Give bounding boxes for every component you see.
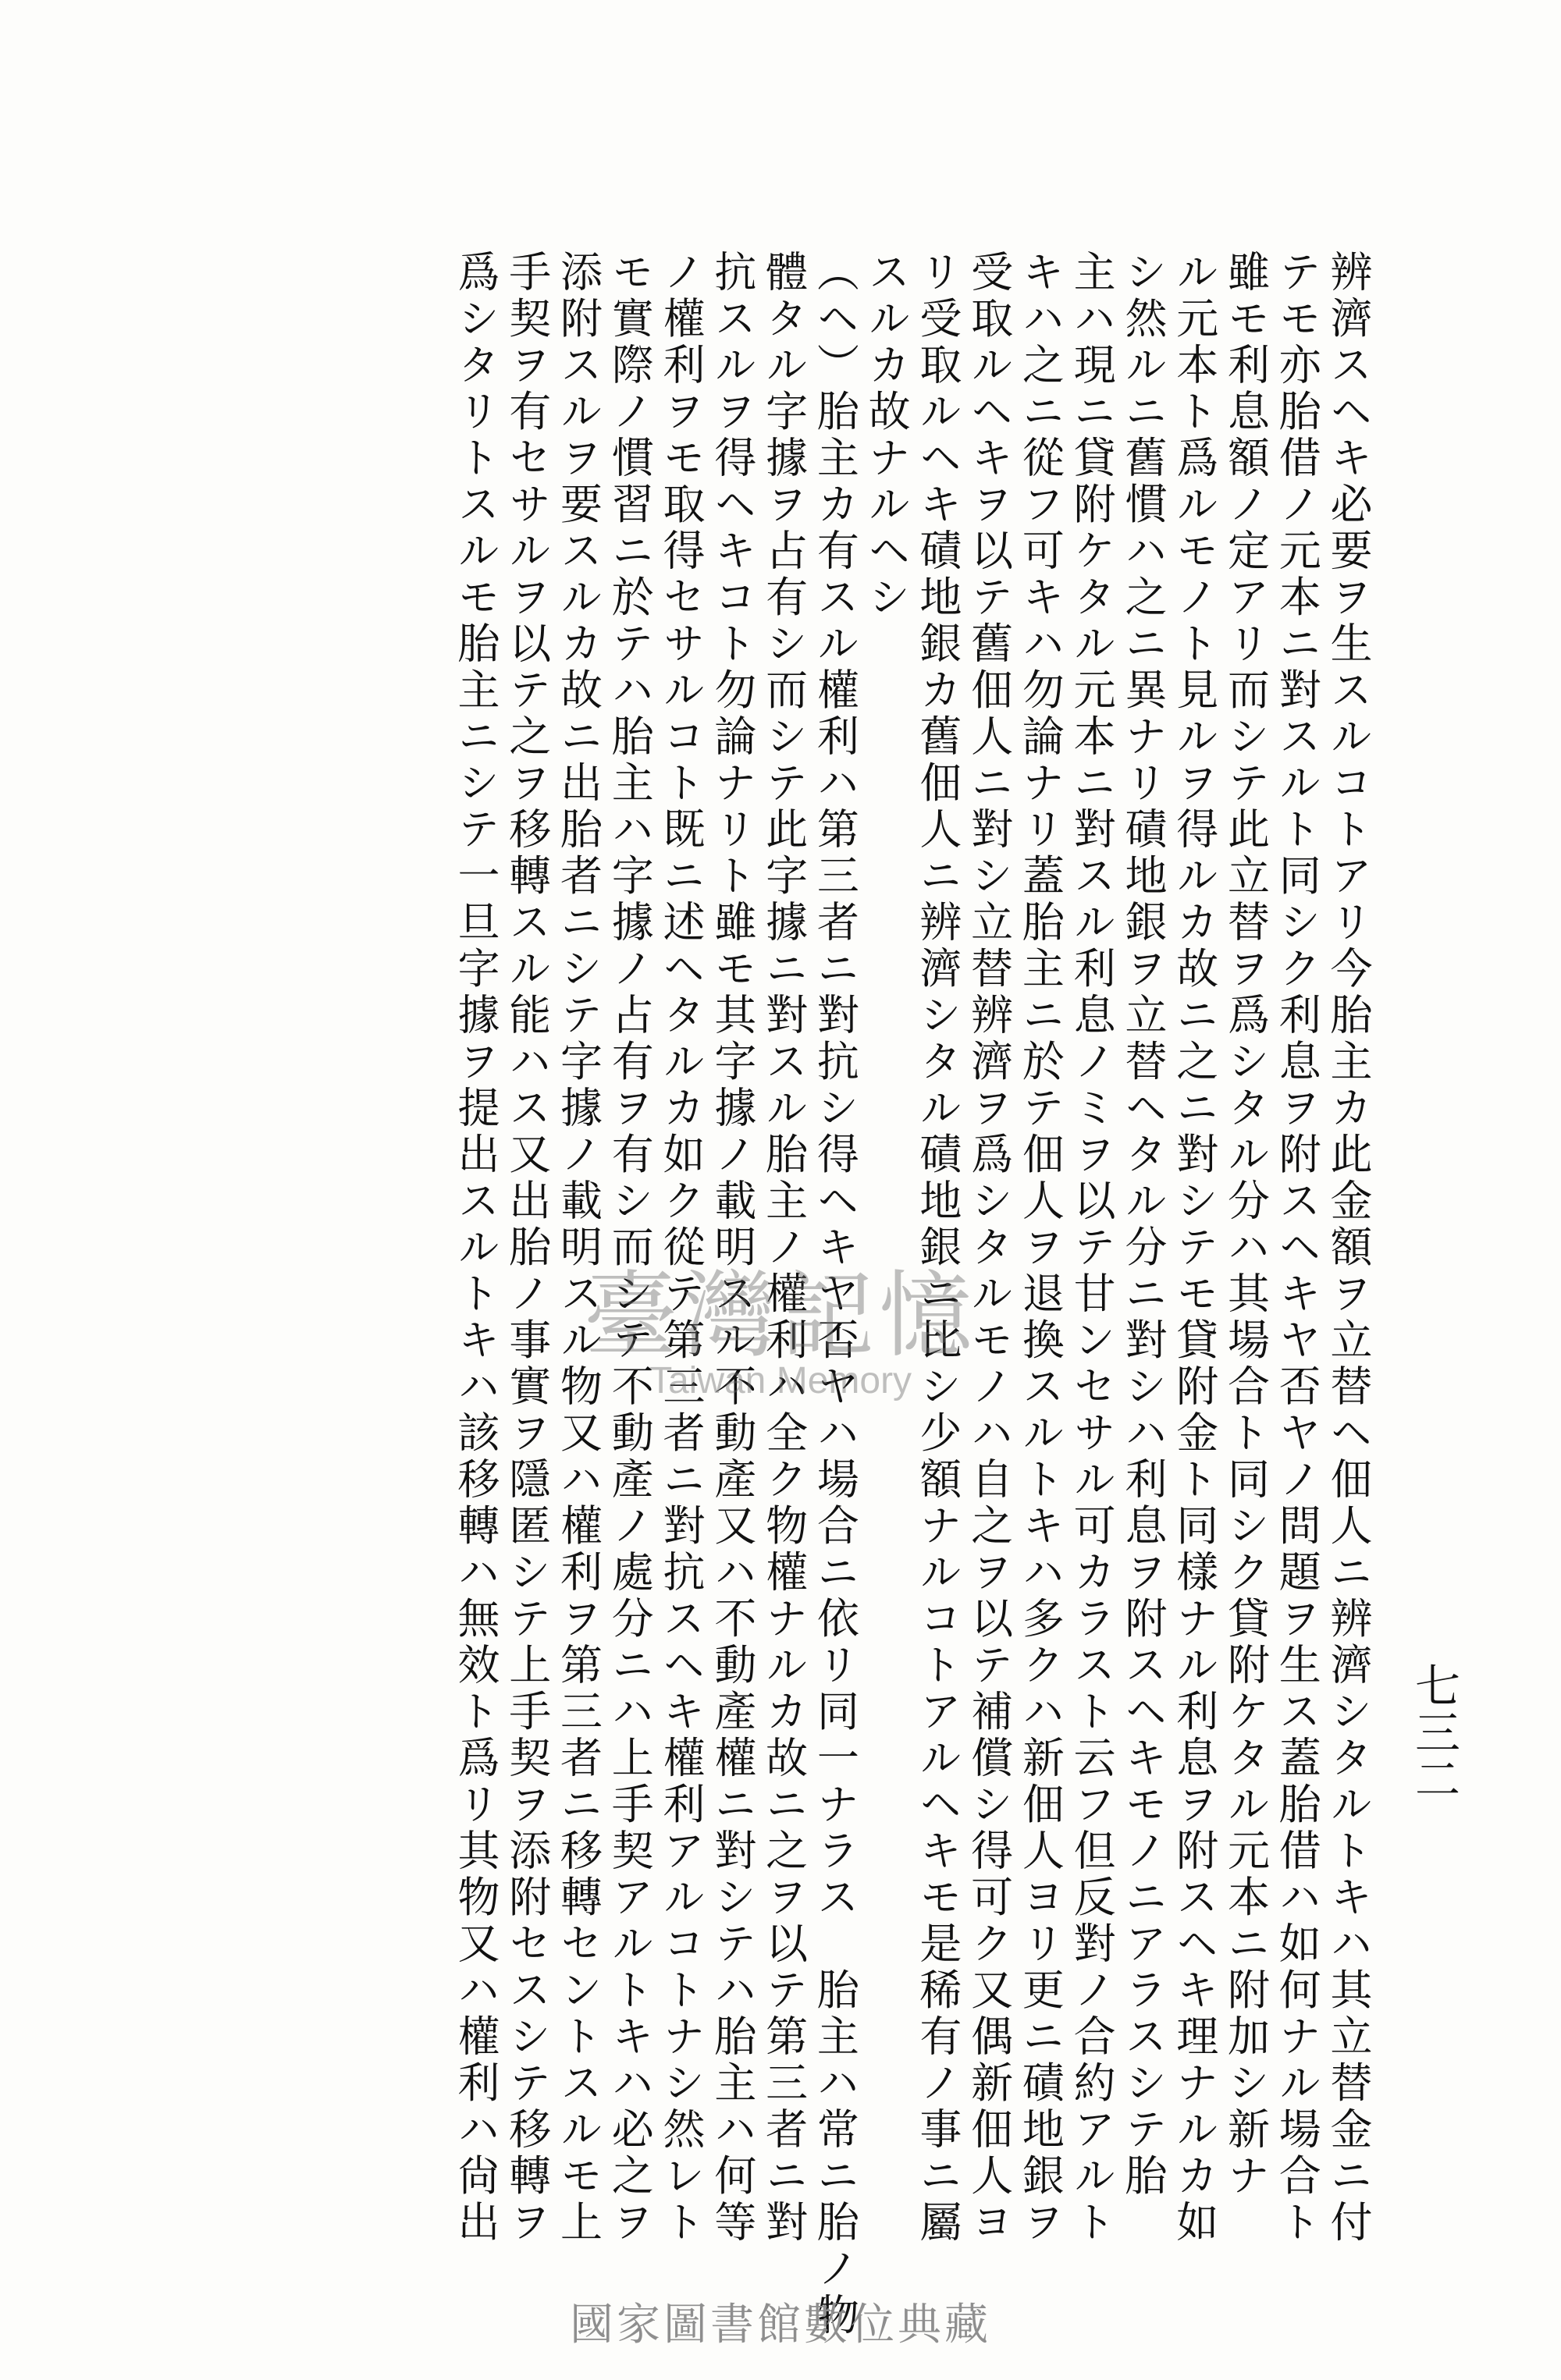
- text-column-15: モ實際ノ慣習ニ於テハ胎主ハ字據ノ占有ヲ有シ而シテ不動產ノ處分ニハ上手契アルトキハ必之ヲ: [605, 250, 655, 2247]
- watermark-english: Taiwan Memory: [649, 1360, 912, 1401]
- text-column-3: 雖モ利息額ノ定アリ而シテ此立替ヲ爲シタル分ハ其場合ト同シク貸附ケタル元本ニ附加シ新ナ: [1221, 250, 1271, 2200]
- text-column-13: 抗スルヲ得ヘキコト勿論ナリト雖モ其字據ノ載明スル不動產又ハ不動產權ニ對シテハ胎主ハ何等: [707, 250, 757, 2247]
- text-column-11: （ヘ）胎主カ有スル權利ハ第三者ニ對抗シ得ヘキヤ否ヤハ場合ニ依リ同一ナラス 胎主ハ常ニ胎ノ物: [810, 250, 860, 2339]
- text-column-8: 受取ルヘキヲ以テ舊佃人ニ對シ立替辨濟ヲ爲シタルモノハ自之ヲ以テ補償シ得可ク又偶新佃人ヨ: [964, 250, 1014, 2247]
- text-column-14: ノ權利ヲモ取得セサルコト既ニ述ヘタルカ如ク從テ第三者ニ對抗スヘキ權利アルコトナシ然レト: [656, 250, 706, 2247]
- text-column-4: ル元本ト爲ルモノト見ルヲ得ルカ故ニ之ニ對シテモ貸附金ト同樣ナル利息ヲ附スヘキ理ナルカ如: [1169, 250, 1219, 2247]
- text-column-2: テモ亦胎借ノ元本ニ對スルト同シク利息ヲ附スヘキヤ否ヤノ問題ヲ生ス蓋胎借ハ如何ナル場合ト: [1272, 250, 1322, 2247]
- watermark-chars: 臺灣記憶: [584, 1262, 977, 1370]
- text-column-10: スルカ故ナルヘシ: [862, 250, 912, 621]
- text-column-18: 爲シタリトスルモ胎主ニシテ一旦字據ヲ提出スルトキハ該移轉ハ無效ト爲リ其物又ハ權利ハ尙出: [450, 250, 500, 2247]
- library-footer: 國家圖書館數位典藏: [570, 2300, 991, 2350]
- text-column-1: 辨濟スヘキ必要ヲ生スルコトアリ今胎主カ此金額ヲ立替ヘ佃人ニ辨濟シタルトキハ其立替金ニ付: [1324, 250, 1373, 2247]
- text-column-9: リ受取ルヘキ磧地銀カ舊佃人ニ辨濟シタル磧地銀ニ比シ少額ナルコトアルヘキモ是稀有ノ事ニ屬: [912, 250, 962, 2247]
- text-column-5: シ然ルニ舊慣ハ之ニ異ナリ磧地銀ヲ立替ヘタル分ニ對シハ利息ヲ附スヘキモノニアラスシテ胎: [1118, 250, 1168, 2200]
- text-column-7: キハ之ニ從フ可キハ勿論ナリ蓋胎主ニ於テ佃人ヲ退換スルトキハ多クハ新佃人ヨリ更ニ磧地銀ヲ: [1015, 250, 1065, 2247]
- text-column-16: 添附スルヲ要スルカ故ニ出胎者ニシテ字據ノ載明スル物又ハ權利ヲ第三者ニ移轉セントスルモ上: [553, 250, 603, 2247]
- text-column-6: 主ハ現ニ貸附ケタル元本ニ對スル利息ノミヲ以テ甘ンセサル可カラスト云フ但反對ノ合約アルト: [1067, 250, 1117, 2247]
- page-number: 七三二: [1407, 1662, 1460, 1803]
- text-column-17: 手契ヲ有セサルヲ以テ之ヲ移轉スル能ハス又出胎ノ事實ヲ隱匿シテ上手契ヲ添附セスシテ移轉ヲ: [502, 250, 552, 2247]
- text-column-12: 體タル字據ヲ占有シ而シテ此字據ニ對スル胎主ノ權利ハ全ク物權ナルカ故ニ之ヲ以テ第三者ニ對: [759, 250, 809, 2247]
